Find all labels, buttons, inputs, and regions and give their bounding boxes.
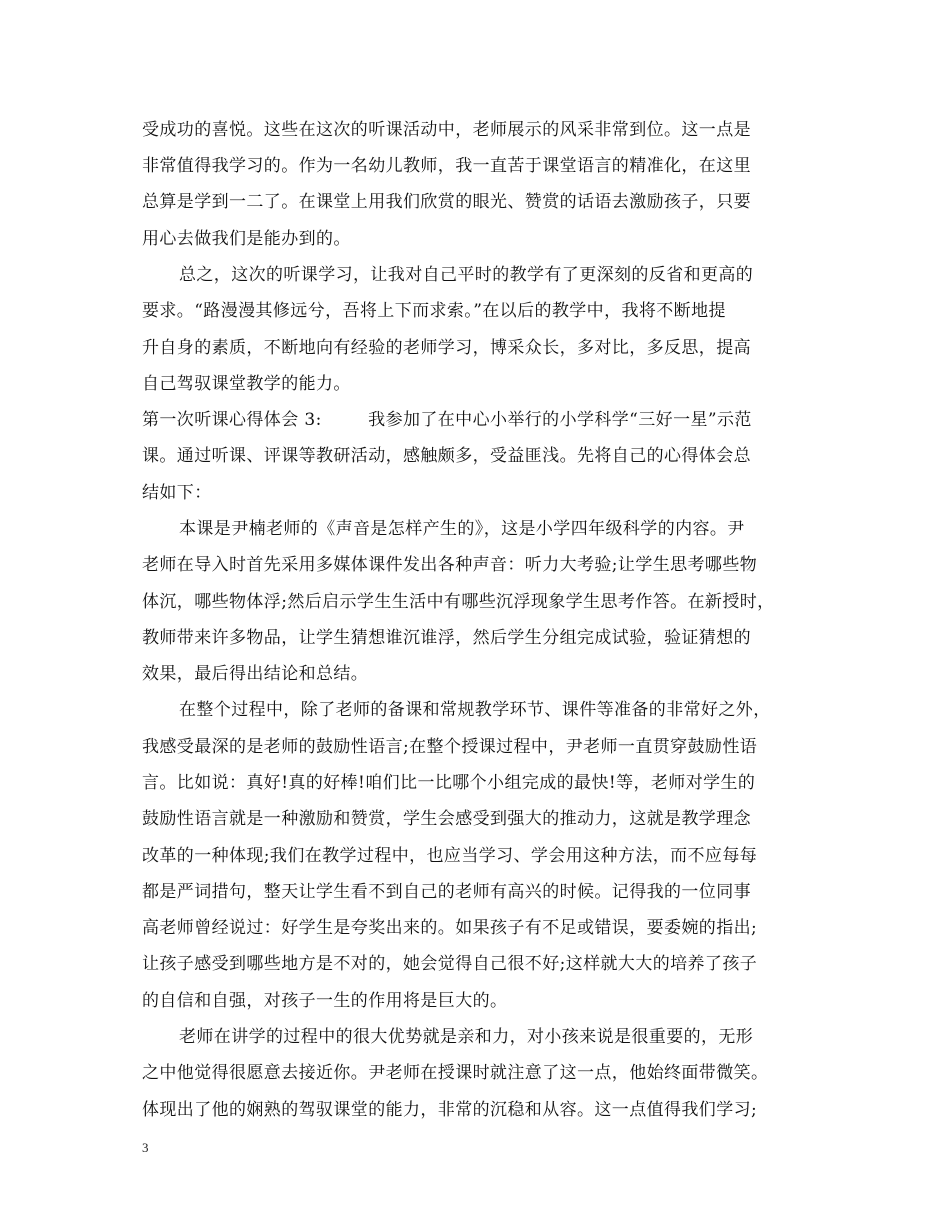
text-line: 要求。“路漫漫其修远兮，吾将上下而求索。”在以后的教学中，我将不断地提 (142, 301, 726, 321)
text-line: 升自身的素质，不断地向有经验的老师学习，博采众长，多对比，多反思，提高 (142, 338, 751, 358)
text-line: 改革的一种体现;我们在教学过程中，也应当学习、学会用这种方法，而不应每每 (142, 846, 758, 866)
text-line: 总算是学到一二了。在课堂上用我们欣赏的眼光、赞赏的话语去激励孩子，只要 (142, 192, 751, 212)
paragraph-first-line: 老师在讲学的过程中的很大优势就是亲和力，对小孩来说是很重要的，无形 (179, 1027, 754, 1047)
text-line: 自己驾驭课堂教学的能力。 (142, 374, 351, 394)
paragraph-first-line: 在整个过程中，除了老师的备课和常规教学环节、课件等准备的非常好之外， (179, 700, 771, 720)
text-line: 非常值得我学习的。作为一名幼儿教师，我一直苦于课堂语言的精准化，在这里 (142, 156, 751, 176)
text-line: 结如下： (142, 483, 212, 503)
page-number: 3 (142, 1140, 149, 1155)
text-line: 让孩子感受到哪些地方是不对的，她会觉得自己很不好;这样就大大的培养了孩子 (142, 954, 758, 974)
text-line: 鼓励性语言就是一种激励和赞赏，学生会感受到强大的推动力，这就是教学理念 (142, 809, 751, 829)
text-line: 体沉，哪些物体浮;然后启示学生生活中有哪些沉浮现象学生思考作答。在新授时， (142, 592, 775, 612)
text-line: 我感受最深的是老师的鼓励性语言;在整个授课过程中，尹老师一直贯穿鼓励性语 (142, 737, 758, 757)
text-line: 用心去做我们是能办到的。 (142, 229, 351, 249)
section-heading-line: 第一次听课心得体会 3: 我参加了在中心小举行的小学科学“三好一星”示范 (142, 410, 752, 430)
text-line: 老师在导入时首先采用多媒体课件发出各种声音：听力大考验;让学生思考哪些物 (142, 555, 758, 575)
paragraph-first-line: 总之，这次的听课学习，让我对自己平时的教学有了更深刻的反省和更高的 (179, 265, 754, 285)
text-line: 言。比如说：真好!真的好棒!咱们比一比哪个小组完成的最快!等，老师对学生的 (142, 773, 756, 793)
text-line: 受成功的喜悦。这些在这次的听课活动中，老师展示的风采非常到位。这一点是 (142, 120, 751, 140)
text-line: 课。通过听课、评课等教研活动，感触颇多，受益匪浅。先将自己的心得体会总 (142, 446, 751, 466)
text-line: 教师带来许多物品，让学生猜想谁沉谁浮，然后学生分组完成试验，验证猜想的 (142, 628, 751, 648)
paragraph-first-line: 本课是尹楠老师的《声音是怎样产生的》，这是小学四年级科学的内容。尹 (179, 519, 745, 539)
text-line: 效果，最后得出结论和总结。 (142, 664, 369, 684)
text-line: 的自信和自强，对孩子一生的作用将是巨大的。 (142, 991, 508, 1011)
text-line: 都是严词措句，整天让学生看不到自己的老师有高兴的时候。记得我的一位同事 (142, 882, 751, 902)
text-line: 体现出了他的娴熟的驾驭课堂的能力，非常的沉稳和从容。这一点值得我们学习; (142, 1100, 758, 1120)
text-line: 高老师曾经说过：好学生是夸奖出来的。如果孩子有不足或错误，要委婉的指出; (142, 918, 758, 938)
text-line: 之中他觉得很愿意去接近你。尹老师在授课时就注意了这一点，他始终面带微笑。 (142, 1063, 769, 1083)
